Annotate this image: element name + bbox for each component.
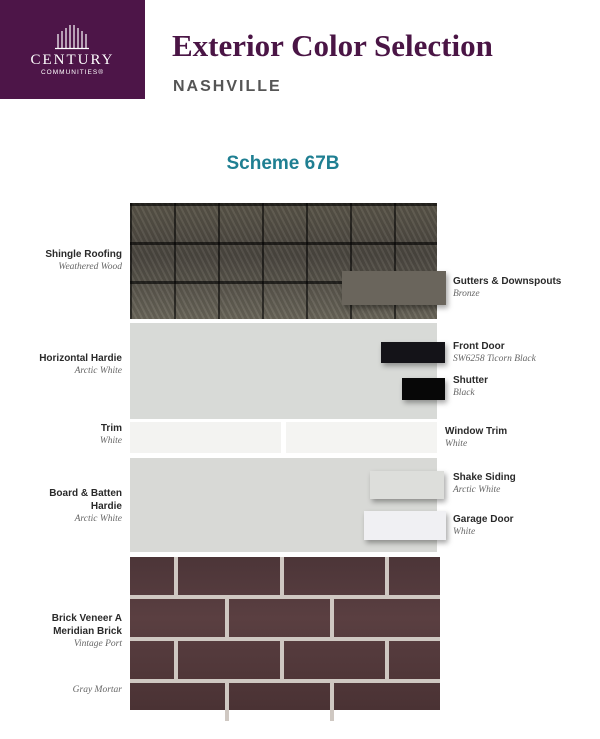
gutters-label: Gutters & Downspouts Bronze (453, 276, 562, 299)
board-batten-label: Board & Batten Hardie Arctic White (49, 488, 122, 524)
horizontal-hardie-swatch (130, 323, 437, 419)
shake-siding-label: Shake Siding Arctic White (453, 472, 516, 495)
garage-door-color-chip (364, 511, 446, 540)
shake-siding-color-chip (370, 471, 444, 499)
trim-swatch (130, 422, 281, 453)
scheme-title: Scheme 67B (226, 153, 340, 174)
building-icon (54, 22, 90, 50)
window-trim-swatch (286, 422, 437, 453)
garage-door-label: Garage Door White (453, 514, 514, 537)
location-label: NASHVILLE (173, 78, 282, 95)
brick-veneer-label: Brick Veneer A Meridian Brick Vintage Port (51, 613, 122, 649)
brand-subtitle: COMMUNITIES® (40, 69, 105, 76)
brand-name: CENTURY (30, 52, 115, 68)
page-title: Exterior Color Selection (172, 28, 493, 63)
shutter-color-chip (402, 378, 445, 400)
trim-label: Trim White (99, 423, 122, 446)
brick-swatch (130, 557, 440, 710)
shutter-label: Shutter Black (453, 375, 488, 398)
shingle-roofing-label: Shingle Roofing Weathered Wood (45, 249, 122, 272)
mortar-label: Gray Mortar (72, 685, 122, 695)
brand-logo (0, 0, 145, 99)
window-trim-label: Window Trim White (445, 426, 508, 449)
front-door-color-chip (381, 342, 445, 363)
front-door-label: Front Door SW6258 Ticorn Black (453, 341, 536, 364)
gutters-color-chip (342, 271, 446, 305)
horizontal-hardie-label: Horizontal Hardie Arctic White (39, 353, 122, 376)
